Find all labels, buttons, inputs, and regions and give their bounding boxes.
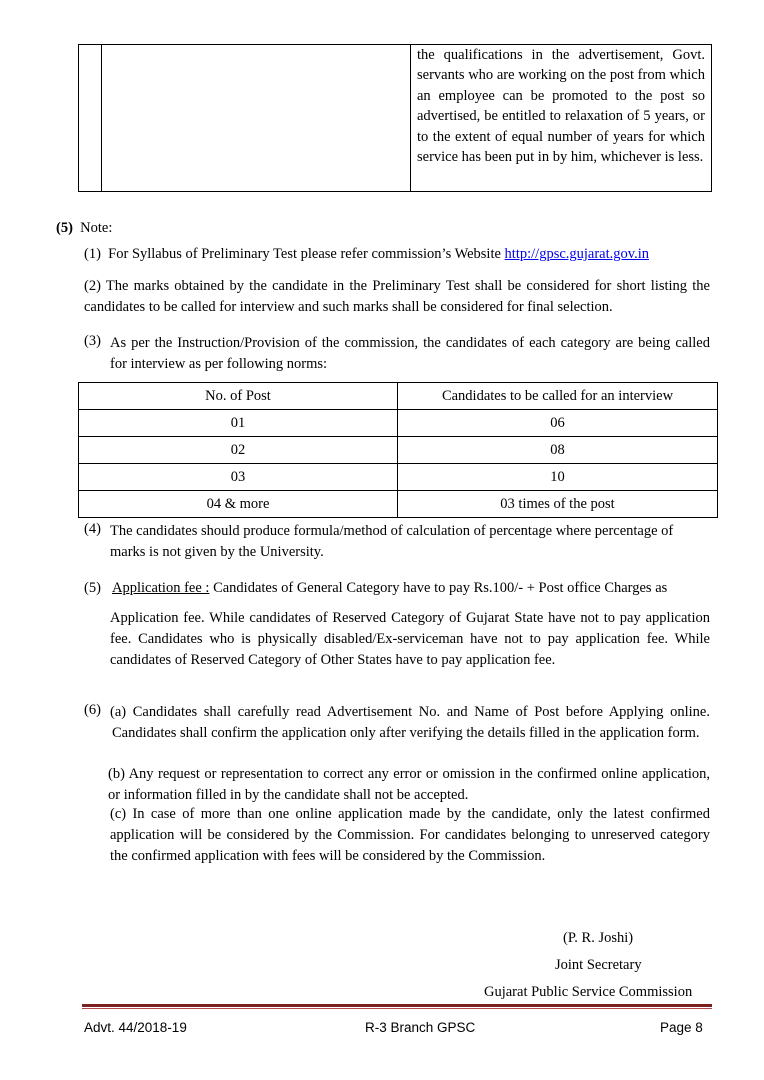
note-heading: [56, 220, 112, 237]
norms-cell-posts: 01: [79, 410, 398, 437]
gpsc-website-link[interactable]: http://gpsc.gujarat.gov.in: [504, 246, 649, 262]
norms-cell-candidates: 06: [398, 410, 718, 437]
note-number: (5): [56, 220, 73, 236]
norms-header-row: [79, 383, 718, 410]
note-item-6c: (c) In case of more than one online application made by the candidate, only the latest confirmed application will be considered by the Commission. For candidates belonging to unreserved category the confirmed application with fees will be considered by the Commission.: [110, 806, 710, 864]
table-row: [79, 464, 718, 491]
norms-cell-posts: 04 & more: [79, 491, 398, 518]
item-number: (2): [84, 278, 101, 294]
footer-rule-light: [82, 1008, 712, 1009]
top-table: [78, 44, 712, 192]
item-number: (1): [84, 246, 101, 262]
note-item-5-text: Application fee. While candidates of Reserved Category of Gujarat State have not to pay application fee. Candidates who is physically disabled/Ex-serviceman have not to pay application fee. While candidates of Reserved Category of Other States have to pay application fee.: [110, 610, 710, 668]
note-item-5-number: (5): [84, 580, 101, 596]
note-item-4-number: (4): [84, 521, 101, 537]
table-row: [79, 437, 718, 464]
top-table-cell-post: [102, 45, 411, 192]
item-text: Candidates of General Category have to pay Rs.100/- + Post office Charges as: [209, 580, 668, 596]
note-item-5-first-line: [112, 580, 712, 597]
item-text: For Syllabus of Preliminary Test please refer commission’s Website: [108, 246, 505, 262]
norms-cell-posts: 03: [79, 464, 398, 491]
note-item-1: [84, 246, 724, 263]
qualification-text: the qualifications in the advertisement, Govt. servants who are working on the post from which an employee can be promoted to the post so advertised, be entitled to relaxation of 5 years, or to the extent of equal number of years for which service has been put in by him, whichever is less.: [417, 47, 705, 166]
item-6a-text: (a) Candidates shall carefully read Advertisement No. and Name of Post before Applying online. Candidates shall confirm the application only after verifying the details filled in the application form.: [110, 704, 710, 741]
note-label: Note:: [80, 220, 113, 236]
top-table-cell-qualification: [411, 45, 712, 192]
table-row: [79, 410, 718, 437]
note-item-2: [84, 276, 710, 318]
top-table-cell-num: [79, 45, 102, 192]
note-item-4-text: The candidates should produce formula/method of calculation of percentage where percentage of marks is not given by the University.: [110, 523, 674, 560]
application-fee-heading: Application fee :: [112, 580, 210, 596]
table-row: [79, 491, 718, 518]
norms-header-candidates: Candidates to be called for an interview: [398, 383, 718, 410]
norms-cell-candidates: 03 times of the post: [398, 491, 718, 518]
norms-cell-candidates: 08: [398, 437, 718, 464]
item-text: The marks obtained by the candidate in the Preliminary Test shall be considered for short listing the candidates to be called for interview and such marks shall be considered for final selection.: [84, 278, 710, 315]
note-item-3-number: (3): [84, 333, 101, 349]
footer-advt-number: Advt. 44/2018-19: [84, 1020, 187, 1035]
signatory-org: Gujarat Public Service Commission: [484, 984, 693, 1000]
signatory-name: (P. R. Joshi): [563, 930, 634, 946]
footer-rule-dark: [82, 1004, 712, 1007]
note-item-3-text: As per the Instruction/Provision of the commission, the candidates of each category are being called for interview as per following norms:: [110, 335, 710, 372]
signatory-title: Joint Secretary: [555, 957, 642, 973]
footer-page-number: Page 8: [660, 1020, 703, 1035]
norms-cell-posts: 02: [79, 437, 398, 464]
note-item-6b: (b) Any request or representation to correct any error or omission in the confirmed online application, or information filled in by the candidate shall not be accepted.: [108, 766, 710, 803]
footer-branch: R-3 Branch GPSC: [365, 1020, 476, 1035]
note-item-6a: [112, 702, 710, 744]
norms-header-posts: No. of Post: [79, 383, 398, 410]
norms-table: [78, 382, 718, 518]
note-item-6-number: (6): [84, 702, 101, 718]
norms-cell-candidates: 10: [398, 464, 718, 491]
